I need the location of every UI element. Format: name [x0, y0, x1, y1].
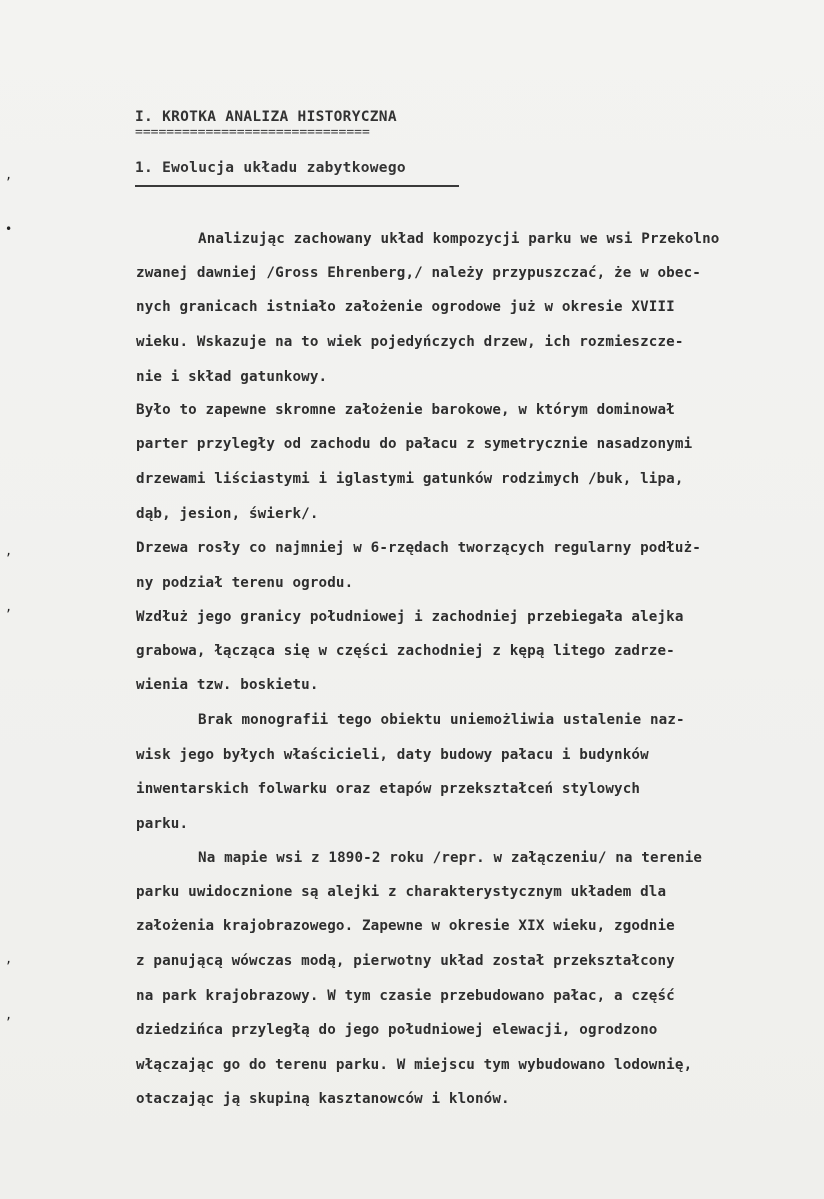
margin-mark: • [5, 222, 13, 236]
text-line: Drzewa rosły co najmniej w 6-rzędach tworzących regularny podłuż- [136, 540, 701, 556]
text-line: parku. [136, 816, 189, 832]
margin-mark: , [5, 544, 13, 558]
text-line: inwentarskich folwarku oraz etapów przekształceń stylowych [136, 781, 641, 797]
margin-mark: , [5, 952, 13, 966]
text-line: z panującą wówczas modą, pierwotny układ został przekształcony [136, 953, 675, 969]
text-line: Na mapie wsi z 1890-2 roku /repr. w załączeniu/ na terenie [198, 850, 703, 866]
text-line: Wzdłuż jego granicy południowej i zachodniej przebiegała alejka [136, 609, 684, 625]
margin-mark: , [5, 1008, 13, 1022]
text-line: nie i skład gatunkowy. [136, 369, 328, 385]
text-line: dziedzińca przyległą do jego południowej elewacji, ogrodzono [136, 1022, 658, 1038]
section-heading: I. KROTKA ANALIZA HISTORYCZNA [135, 109, 397, 125]
text-line: na park krajobrazowy. W tym czasie przebudowano pałac, a część [136, 988, 675, 1004]
text-line: drzewami liściastymi i iglastymi gatunków rodzimych /buk, lipa, [136, 471, 684, 487]
text-line: Brak monografii tego obiektu uniemożliwia ustalenie naz- [198, 712, 685, 728]
text-line: wieku. Wskazuje na to wiek pojedyńczych drzew, ich rozmieszcze- [136, 334, 684, 350]
margin-mark: , [5, 600, 13, 614]
text-line: dąb, jesion, świerk/. [136, 506, 319, 522]
text-line: włączając go do terenu parku. W miejscu tym wybudowano lodownię, [136, 1057, 693, 1073]
text-line: parter przyległy od zachodu do pałacu z symetrycznie nasadzonymi [136, 436, 693, 452]
heading-underline: ============================== [135, 127, 370, 138]
text-line: ny podział terenu ogrodu. [136, 575, 354, 591]
text-line: nych granicach istniało założenie ogrodowe już w okresie XVIII [136, 299, 675, 315]
text-line: Analizując zachowany układ kompozycji parku we wsi Przekolno [198, 231, 720, 247]
text-line: grabowa, łącząca się w części zachodniej z kępą litego zadrze- [136, 643, 675, 659]
subsection-heading: 1. Ewolucja układu zabytkowego [135, 160, 406, 176]
text-line: zwanej dawniej /Gross Ehrenberg,/ należy przypuszczać, że w obec- [136, 265, 701, 281]
text-line: parku uwidocznione są alejki z charakterystycznym układem dla [136, 884, 667, 900]
text-line: wisk jego byłych właścicieli, daty budowy pałacu i budynków [136, 747, 649, 763]
text-line: otaczając ją skupiną kasztanowców i klonów. [136, 1091, 510, 1107]
text-line: Było to zapewne skromne założenie barokowe, w którym dominował [136, 402, 675, 418]
margin-mark: , [5, 168, 13, 182]
subsection-underline [135, 185, 459, 187]
text-line: wienia tzw. boskietu. [136, 677, 319, 693]
text-line: założenia krajobrazowego. Zapewne w okresie XIX wieku, zgodnie [136, 918, 675, 934]
